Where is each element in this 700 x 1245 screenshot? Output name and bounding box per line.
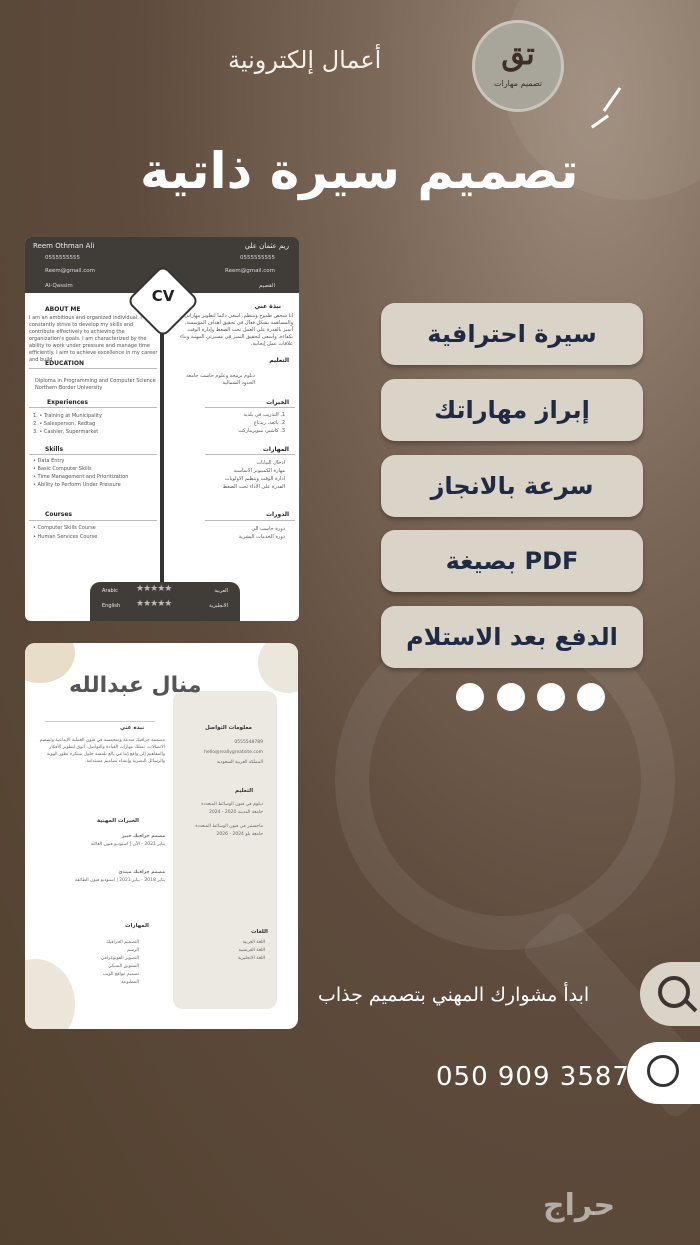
feature-fast-delivery: سرعة بالانجاز xyxy=(381,455,643,517)
whatsapp-icon xyxy=(647,1055,679,1087)
cv-experience-role: مصمم جرافيك خبير xyxy=(121,834,165,839)
cta-text: ابدأ مشوارك المهني بتصميم جذاب xyxy=(318,984,590,1006)
cv-skill-ar: القدرة على الأداء تحت الضغط xyxy=(222,484,285,490)
cv-section-title: EDUCATION xyxy=(45,360,84,367)
divider xyxy=(29,368,157,369)
cv-skill-en: • Time Management and Prioritization xyxy=(33,474,129,480)
cv-skill-item: التصميم الجرافيك xyxy=(106,940,139,945)
cv-section-title: الخبرات المهنية xyxy=(97,818,140,824)
cv-contact-item: hello@reallygreatsite.com xyxy=(204,750,263,755)
cv-section-title: ABOUT ME xyxy=(45,306,81,313)
decorative-blob xyxy=(258,643,298,693)
whatsapp-button[interactable] xyxy=(627,1042,700,1104)
cv-experience-ar: 1. التدريب في بلدية xyxy=(243,412,285,418)
cv-about-en: I am an ambitious and organized individual. I constantly strive to develop my skills and contribute effectively to achieving the organization's goals. I am characterized by the ability to work under pressure and manage time efficiently. I aim to achieve excellence in my career and build xyxy=(29,315,158,363)
cv-language-item: اللغة الفرنسية xyxy=(238,948,265,953)
cv-experience-date: يناير 2021 - الآن | استوديو فنون العائلة xyxy=(90,842,165,847)
logo-subtitle: تصميم مهارات xyxy=(493,79,543,88)
cv-education-item: جامعة المدينة 2020 - 2024 xyxy=(208,810,263,815)
phone-number[interactable]: 050 909 3587 xyxy=(436,1062,630,1092)
cv-section-title: الخبرات xyxy=(266,399,289,406)
headline: تصميم سيرة ذاتية xyxy=(140,142,579,200)
cv-about-ar: انا شخص طموح ومنظم، اسعى دائما لتطوير مهاراتي والمساهمة بشكل فعال في تحقيق أهداف المؤسسة. أتميز بالقدرة على العمل تحت الضغط وإدارة الوقت بكفاءة، وأسعى لتحقيق التميز في مسيرتي المهنية وبناء علاقات عمل إيجابية. xyxy=(179,313,293,347)
cv-course-en: • Human Services Course xyxy=(33,534,98,540)
cv-section-title: المهارات xyxy=(262,446,289,453)
cv-education-item: جامعة بلو 2024 - 2026 xyxy=(216,832,263,837)
cv-skill-en: • Basic Computer Skills xyxy=(33,466,92,472)
brand-name: أعمال إلكترونية xyxy=(228,46,382,74)
feature-professional-cv: سيرة احترافية xyxy=(381,303,643,365)
cv-lang-rating: ★★★★★ xyxy=(136,599,172,609)
cv-experience-en: 1. • Training at Municipality xyxy=(33,413,102,419)
cv-languages-footer xyxy=(90,582,240,621)
divider xyxy=(205,407,295,408)
cv-section-title: نبذة عني xyxy=(254,303,281,310)
cv-skill-item: تصميم مواقع الويب xyxy=(102,972,139,977)
cv-course-ar: دورة حاسب الي xyxy=(251,526,285,532)
cv-skill-en: • Ability to Perform Under Pressure xyxy=(33,482,121,488)
watermark: حراج xyxy=(543,1188,616,1223)
carousel-dot[interactable] xyxy=(497,683,525,711)
cv-section-title: Courses xyxy=(45,511,72,518)
cv-section-title: التعليم xyxy=(235,788,254,794)
divider xyxy=(29,520,157,521)
cv-experience-role: مصمم جرافيك مبتدئ xyxy=(118,870,165,875)
cv-skill-item: التسويق الشبكي xyxy=(108,964,139,969)
cv-name-ar: ريم عثمان علي xyxy=(244,242,289,250)
cv-experience-ar: 3. كاشير، سوبرماركت xyxy=(238,428,285,434)
feature-pay-after-delivery: الدفع بعد الاستلام xyxy=(381,606,643,668)
cv-badge-label: CV xyxy=(151,287,175,305)
cv-timeline-spine xyxy=(160,323,164,593)
cv-experience-date: يناير 2018 - يناير 2021 | استوديو فنون الطائفة xyxy=(75,878,165,883)
cv-section-title: معلومات التواصل xyxy=(205,725,252,731)
brand-logo xyxy=(472,20,564,112)
logo-mark: تق xyxy=(501,37,535,72)
cv-education-en: Diploma in Programming and Computer Science Northern Border University xyxy=(35,378,156,391)
feature-highlight-skills: إبراز مهاراتك xyxy=(381,379,643,441)
carousel-dot[interactable] xyxy=(537,683,565,711)
cv-section-title: نبذة عني xyxy=(120,725,145,731)
cv-experience-ar: 2. بائعة، ريدتاغ xyxy=(253,420,285,426)
cv-lang-en: English xyxy=(102,603,121,609)
cv-course-en: • Computer Skills Course xyxy=(33,525,96,531)
cv-language-item: اللغة العربية xyxy=(242,940,265,945)
cv-education-item: دبلوم في فنون الوسائط المتعددة xyxy=(201,802,263,807)
cv-language-item: اللغة الانجليزية xyxy=(237,956,265,961)
cv-skill-item: التصوير الفوتوغرافي xyxy=(100,956,139,961)
cv-city-en: Al-Qassim xyxy=(45,283,73,289)
cv-email-ar: Reem@gmail.com xyxy=(225,268,275,274)
search-button[interactable] xyxy=(640,962,700,1026)
cv-section-title: Experiences xyxy=(47,399,88,406)
cv-skill-ar: مهارة الكمبيوتر الاساسية xyxy=(233,468,285,474)
carousel-dot[interactable] xyxy=(456,683,484,711)
cv-skill-ar: ادخال البيانات xyxy=(256,460,285,466)
cv-section-title: Skills xyxy=(45,446,64,453)
cv-experience-en: 2. • Salesperson, Redtag xyxy=(33,421,96,427)
cv-phone-ar: 0555555555 xyxy=(240,255,275,261)
cv-lang-en: Arabic xyxy=(102,588,118,594)
cv-experience-en: 3. • Cashier, Supermarket xyxy=(33,429,99,435)
cv-skill-en: • Data Entry xyxy=(33,458,65,464)
cv-course-ar: دورة الخدمات البشرية xyxy=(238,534,285,540)
divider xyxy=(29,407,157,408)
search-icon-handle xyxy=(685,1000,698,1013)
cv-sample-bilingual xyxy=(25,237,299,621)
cv-contact-item: المملكة العربية السعودية xyxy=(216,760,263,765)
cv-name-en: Reem Othman Ali xyxy=(33,242,95,250)
cv-city-ar: القصيم xyxy=(258,283,275,289)
cv-lang-rating: ★★★★★ xyxy=(136,584,172,594)
cv-contact-item: 0555548789 xyxy=(234,740,263,745)
cv-section-title: المهارات xyxy=(125,923,149,929)
cv-section-title: التعليم xyxy=(269,357,289,364)
feature-pdf-format: بصيغة PDF xyxy=(381,530,643,592)
decorative-blob xyxy=(25,643,75,683)
cv-section-title: اللغات xyxy=(251,929,268,935)
divider xyxy=(45,721,155,722)
divider xyxy=(205,454,295,455)
cv-skill-ar: ادارة الوقت وتنظيم الاولويات xyxy=(224,476,285,482)
cv-section-title: الدورات xyxy=(265,511,289,518)
cv-skill-item: الرسم xyxy=(127,948,139,953)
cv-sample-arabic xyxy=(25,643,298,1029)
cv-lang-ar: العربية xyxy=(214,588,228,594)
cv-skill-item: المطبوعة xyxy=(121,980,139,985)
cv-name: منال عبدالله xyxy=(69,673,202,698)
carousel-dot[interactable] xyxy=(577,683,605,711)
cv-lang-ar: الانجليزية xyxy=(209,603,228,609)
cv-email-en: Reem@gmail.com xyxy=(45,268,95,274)
cv-about: مصممة جرافيك مبدعة ومتحمسة في فنون العملية الإبداعية وتصميم الاتصالات، تمتلك مهارات القيادة والتواصل، أتوق لتطوير الأفكار والمفاهيم إلى واقع إبداعي بالغ بلمسة حلول مبتكرة تطور الهوية والرسائل البصرية وإنشاء تصاميم مستدامة. xyxy=(39,738,165,764)
cv-education-item: ماجستير في فنون الوسائط المتعددة xyxy=(195,824,263,829)
divider xyxy=(29,454,157,455)
cv-phone-en: 0555555555 xyxy=(45,255,80,261)
divider xyxy=(205,520,295,521)
cv-education-ar: دبلوم برمجة وعلوم حاسب جامعة الحدود الشمالية xyxy=(186,373,255,386)
